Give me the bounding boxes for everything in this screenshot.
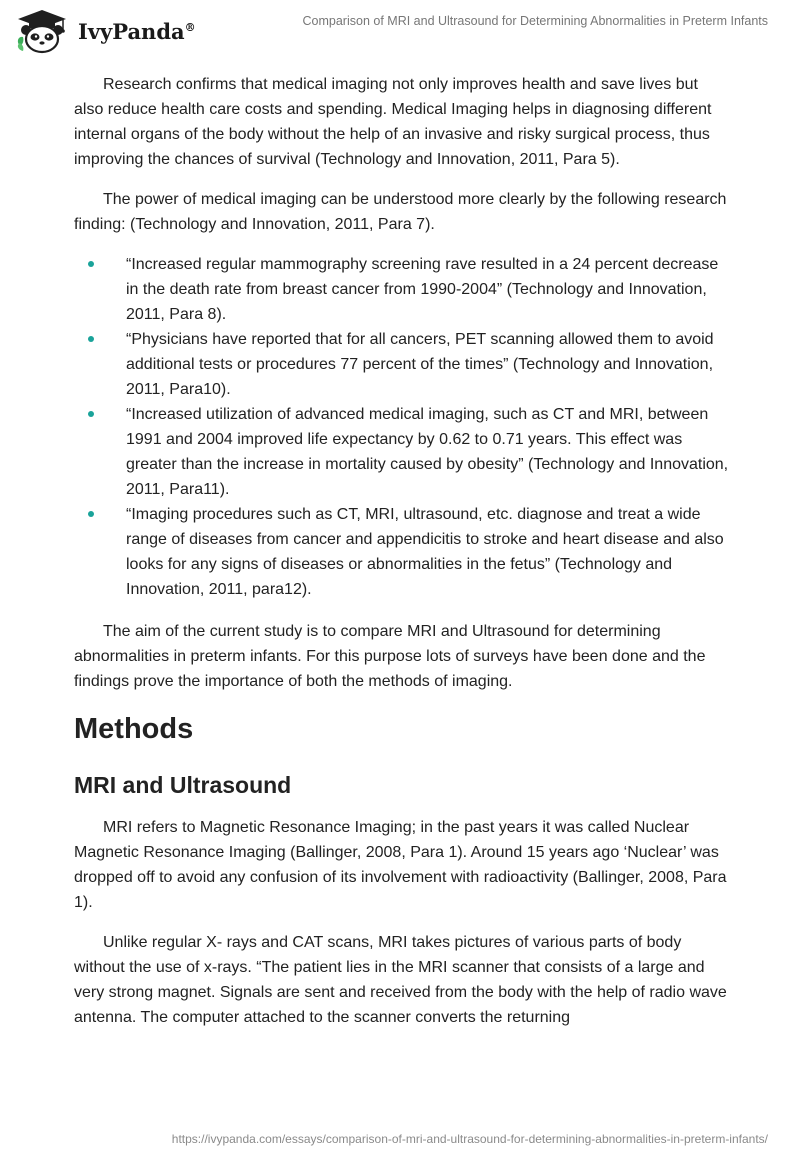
findings-list [74,252,730,602]
heading-methods: Methods [74,713,194,745]
list-item-text: “Increased regular mammography screening rave resulted in a 24 percent decrease in the death rate from breast cancer from 1990-2004” (Technology and Innovation, 2011, Para 8). [126,256,719,323]
paragraph-aim: The aim of the current study is to compare MRI and Ultrasound for determining abnormalities in preterm infants. For this purpose lots of surveys have been done and the findings prove the importance of both the methods of imaging. [74,623,706,690]
paragraph-mri-process: Unlike regular X- rays and CAT scans, MRI takes pictures of various parts of body without the use of x-rays. “The patient lies in the MRI scanner that consists of a large and very strong magnet. Signals are sent and received from the body with the help of radio wave antenna. The computer attached to the scanner converts the returning [74,934,727,1026]
list-item [74,252,730,327]
bullet-dot-icon [88,261,94,267]
panda-graduate-icon [14,8,70,54]
bullet-dot-icon [88,511,94,517]
essay-body [74,72,730,1045]
paragraph-mri-definition: MRI refers to Magnetic Resonance Imaging; in the past years it was called Nuclear Magnetic Resonance Imaging (Ballinger, 2008, Para 1). Around 15 years ago ‘Nuclear’ was dropped off to avoid any confusion of its involvement with radioactivity (Ballinger, 2008, Para 1). [74,819,727,911]
bullet-dot-icon [88,336,94,342]
heading-mri-ultrasound: MRI and Ultrasound [74,772,292,798]
list-item [74,402,730,502]
paragraph-intro: Research confirms that medical imaging not only improves health and save lives but also reduce health care costs and spending. Medical Imaging helps in diagnosing different internal organs of the body without the help of an invasive and risky surgical process, thus improving the chances of survival (Technology and Innovation, 2011, Para 5). [74,76,712,168]
list-item-text: “Imaging procedures such as CT, MRI, ultrasound, etc. diagnose and treat a wide range of diseases from cancer and appendicitis to stroke and heart disease and also looks for any signs of diseases or abnormalities in the fetus” (Technology and Innovation, 2011, para12). [126,506,724,598]
list-item-text: “Physicians have reported that for all cancers, PET scanning allowed them to avoid additional tests or procedures 77 percent of the times” (Technology and Innovation, 2011, Para10). [126,331,714,398]
list-item-text: “Increased utilization of advanced medical imaging, such as CT and MRI, between 1991 and 2004 improved life expectancy by 0.62 to 0.71 years. This effect was greater than the increase in mortality caused by obesity” (Technology and Innovation, 2011, Para11). [126,406,729,498]
list-item [74,327,730,402]
paragraph-power: The power of medical imaging can be understood more clearly by the following research finding: (Technology and Innovation, 2011, Para 7). [74,191,727,233]
logo-wordmark: IvyPanda® [78,19,196,44]
list-item [74,502,730,602]
bullet-dot-icon [88,411,94,417]
page-header [0,0,800,60]
ivypanda-logo[interactable] [14,8,214,54]
document-title: Comparison of MRI and Ultrasound for Determining Abnormalities in Preterm Infants [302,14,768,28]
source-url[interactable]: https://ivypanda.com/essays/comparison-of-mri-and-ultrasound-for-determining-abnormalities-in-preterm-infants/ [171,1132,768,1146]
